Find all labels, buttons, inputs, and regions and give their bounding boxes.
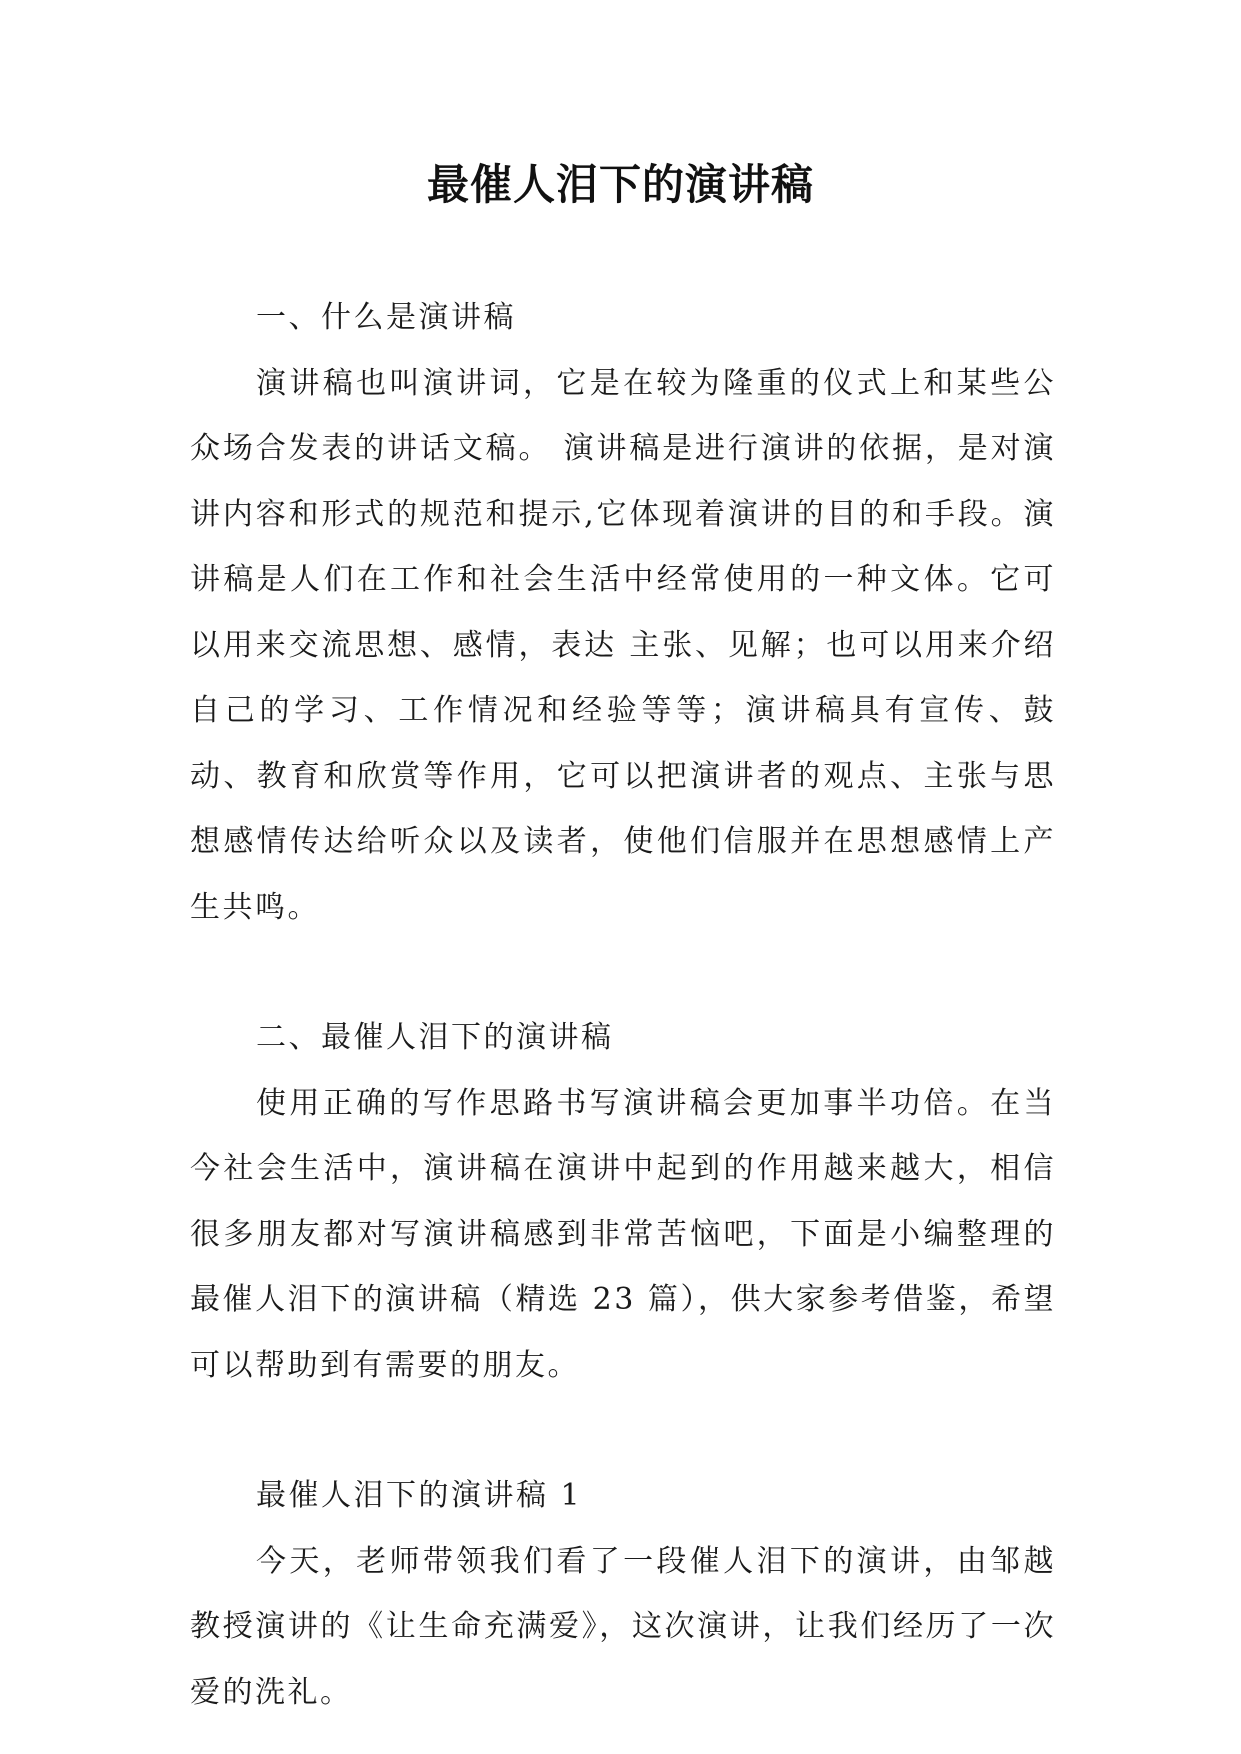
section-spacer (190, 940, 1056, 1005)
document-title: 最催人泪下的演讲稿 (426, 160, 814, 209)
section-paragraph-most-touching-speech: 使用正确的写作思路书写演讲稿会更加事半功倍。在当今社会生活中，演讲稿在演讲中起到的作用越来越大，相信很多朋友都对写演讲稿感到非常苦恼吧，下面是小编整理的最催人泪下的演讲稿（精选 23 篇），供大家参考借鉴，希望可以帮助到有需要的朋友。 (190, 1085, 1056, 1383)
section-heading-what-is-speech: 一、什么是演讲稿 (256, 300, 516, 335)
section-heading-most-touching-speech: 二、最催人泪下的演讲稿 (256, 1020, 614, 1055)
section-paragraph-speech-1: 今天，老师带领我们看了一段催人泪下的演讲，由邹越教授演讲的《让生命充满爱》，这次演讲，让我们经历了一次爱的洗礼。 (190, 1543, 1056, 1710)
section-paragraph-what-is-speech: 演讲稿也叫演讲词，它是在较为隆重的仪式上和某些公众场合发表的讲话文稿。 演讲稿是进行演讲的依据，是对演讲内容和形式的规范和提示,它体现着演讲的目的和手段。演讲稿是人们在工作和社会生活中经常使用的一种文体。它可以用来交流思想、感情，表达 主张、见解；也可以用来介绍自己的学习、工作情况和经验等等；演讲稿具有宣传、鼓动、教育和欣赏等作用，它可以把演讲者的观点、主张与思想感情传达给听众以及读者，使他们信服并在思想感情上产生共鸣。 (190, 365, 1056, 925)
section-heading-speech-1: 最催人泪下的演讲稿 1 (256, 1478, 583, 1513)
document-body (190, 285, 1056, 1725)
section-spacer (190, 1398, 1056, 1463)
